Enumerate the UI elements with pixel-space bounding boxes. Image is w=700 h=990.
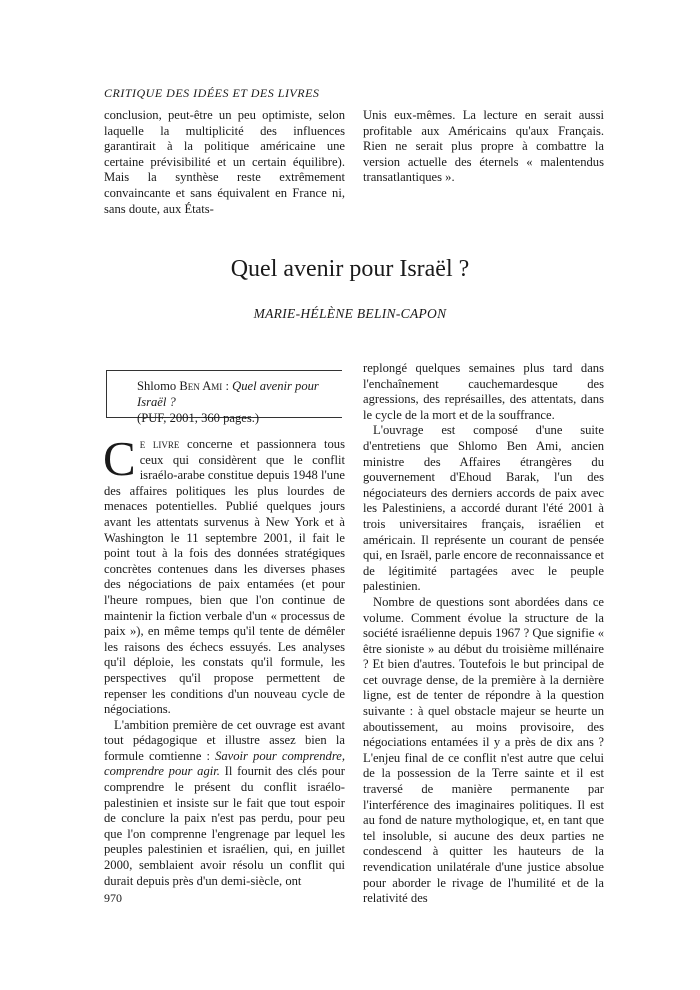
paragraph-text: Il fournit des clés pour comprendre le présent du conflit israélo-palestinien et insiste sur le fait que tout espoir de conclure la paix n'est pas perdu, pour peu que l'on comprenne l'engrenage par lequel les peuples palestinien et israélien, qui, en juillet 2000, semblaient avoir résolu un conflit qui durait depuis près d'un demi-siècle, ont [104, 764, 345, 888]
paragraph [103, 431, 346, 718]
paragraph-text: L'ambition première de cet ouvrage est avant tout pédagogique et illustre assez bien la formule comtienne : [104, 717, 345, 763]
previous-review-text-left: conclusion, peut-être un peu optimiste, selon laquelle la multiplicité des influences garantirait à la politique américaine une certaine prévisibilité et un certain équilibre). Mais la synthèse reste extrêmement convaincante et sans équivalent en France ni, sans doute, aux États- [104, 108, 345, 216]
article-body-column-left [103, 431, 346, 889]
previous-review-text-right: Unis eux-mêmes. La lecture en serait aussi profitable aux Américains qu'aux Français. Rien ne serait plus propre à combattre la version actuelle des éternels « malentendus transatlantiques ». [363, 108, 604, 185]
biblio-separator: : [222, 379, 233, 393]
paragraph: L'ouvrage est composé d'une suite d'entretiens que Shlomo Ben Ami, ancien ministre des Affaires étrangères du gouvernement d'Ehoud Barak, l'un des négociateurs des derniers accords de paix avec les Palestiniens, a accordé durant l'été 2001 à trois universitaires français, israélien et américain. Il représente un courant de pensée qui, en Israël, parle encore de reconnaissance et de légitimité partagées avec le peuple palestinien. [363, 423, 604, 594]
book-author-first-name: Shlomo [137, 379, 180, 393]
book-publisher: (PUF, 2001, 360 pages.) [137, 411, 260, 425]
page-number: 970 [104, 891, 122, 905]
drop-cap: C [103, 431, 136, 486]
bibliographic-reference-box [106, 370, 342, 425]
previous-review-column-right [363, 108, 604, 186]
paragraph [104, 718, 345, 890]
book-author-last-name: Ben Ami [179, 379, 223, 393]
paragraph: replongé quelques semaines plus tard dans l'enchaînement cauchemardesque des agressions, des représailles, des attentats, dans le cycle de la mort et de la souffrance. [363, 361, 604, 422]
paragraph-text: concerne et passionnera tous ceux qui considèrent que le conflit israélo-arabe constitue depuis 1948 l'une des affaires politiques les plus lourdes de menaces potentielles. Publié quelques jours avant les attentats survenus à New York et à Washington le 11 septembre 2001, il fait le point tout à la fois des données stratégiques concrètes contenues dans les diverses phases des négociations de paix entamées (et pour l'heure rompues, bien que l'on continue de maintenir la fiction verbale d'un « processus de paix »), en même temps qu'il tente de démêler les raisons des échecs essuyés. Les analyses qu'il déploie, les constats qu'il formule, les perspectives qu'il propose permettent de repenser les conditions d'un nouveau cycle de négociations. [104, 437, 346, 717]
running-header: CRITIQUE DES IDÉES ET DES LIVRES [104, 86, 320, 100]
previous-review-column-left [104, 108, 345, 217]
book-title: Quel avenir pour Israël ? [137, 379, 319, 409]
lead-in: e livre [139, 437, 180, 451]
paragraph: Nombre de questions sont abordées dans ce volume. Comment évolue la structure de la société israélienne depuis 1967 ? Que signifie « être sioniste » au début du troisième millénaire ? Et bien d'autres. Toutefois le but principal de cet ouvrage dense, de la première à la dernière ligne, est de tenter de répondre à la question suivante : à quel obstacle majeur se heurte un aboutissement, au moins provisoire, des négociations entamées il y a près de dix ans ? L'enjeu final de ce conflit n'est autre que celui de la possession de la Terre sainte et il est traversé de manière permanente par l'interférence des imaginaires politiques. Il est au fond de nature mythologique, et, en tant que tel insoluble, si aucune des deux parties ne condescend à quitter les hauteurs de la revendication unilatérale d'une justice absolue pour aborder le rivage de l'humilité et de la relativité des [363, 594, 604, 906]
article-title: Quel avenir pour Israël ? [230, 256, 470, 282]
article-body-column-right [363, 361, 604, 907]
quotation: Savoir pour comprendre, comprendre pour agir. [104, 748, 345, 779]
article-author: MARIE-HÉLÈNE BELIN-CAPON [253, 306, 447, 321]
